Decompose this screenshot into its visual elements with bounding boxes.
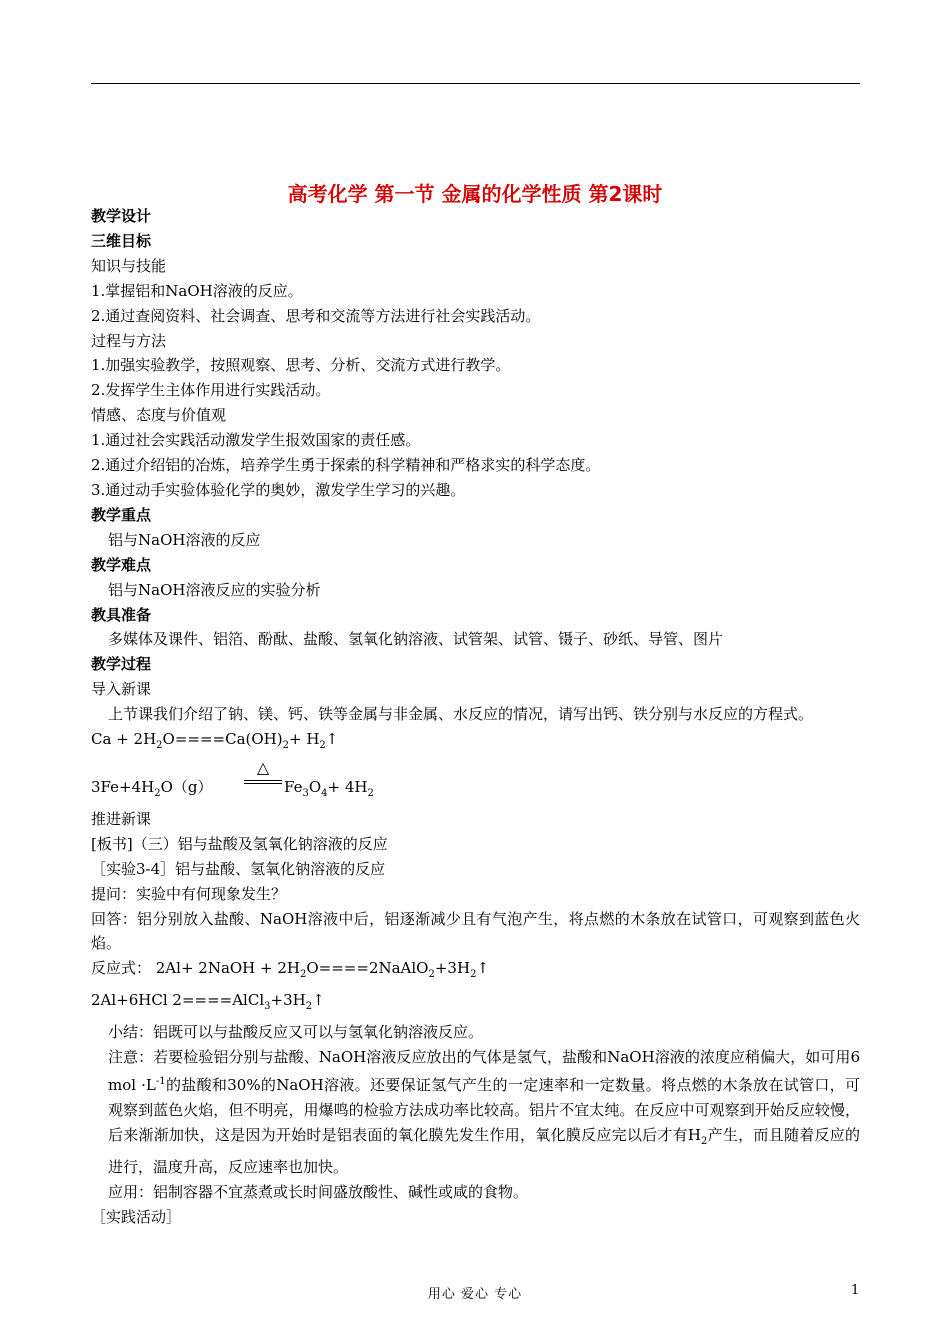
subheading-emotion: 情感、态度与价值观 xyxy=(91,406,227,425)
subheading-process: 过程与方法 xyxy=(91,331,167,350)
answer-text: 回答：铝分别放入盐酸、NaOH溶液中后，铝逐渐减少且有气泡产生，将点燃的木条放在试管口，可观察到蓝色火焰。 xyxy=(91,909,860,953)
subheading-intro: 导入新课 xyxy=(91,680,152,699)
emotion-item-1: 1.通过社会实践活动激发学生报效国家的责任感。 xyxy=(91,431,421,450)
page-footer: 用心 爱心 专心 xyxy=(427,1287,523,1302)
document-title: 高考化学 第一节 金属的化学性质 第2课时 xyxy=(287,182,663,206)
knowledge-item-2: 2.通过查阅资料、社会调查、思考和交流等方法进行社会实践活动。 xyxy=(91,306,541,325)
heading-difficulty: 教学难点 xyxy=(91,555,152,574)
heading-teaching-design: 教学设计 xyxy=(91,207,152,225)
process-item-2: 2.发挥学生主体作用进行实践活动。 xyxy=(91,381,331,400)
equation-iron-steam: $3Fe+4H_2O(g)$ △ $Fe_3O_4+ 4H_2$ xyxy=(91,757,374,799)
process-item-1: 1.加强实验教学，按照观察、思考、分析、交流方式进行教学。 xyxy=(91,356,511,375)
intro-text: 上节课我们介绍了钠、镁、钙、铁等金属与非金属、水反应的情况，请写出钙、铁分别与水反应的方程式。 xyxy=(108,705,814,724)
difficulty-text: 铝与NaOH溶液反应的实验分析 xyxy=(108,580,321,599)
page-number: 1 xyxy=(851,1283,860,1298)
heading-tools: 教具准备 xyxy=(91,605,152,624)
application-text: 应用：铝制容器不宜蒸煮或长时间盛放酸性、碱性或咸的食物。 xyxy=(108,1182,529,1201)
subheading-knowledge: 知识与技能 xyxy=(91,256,167,275)
heading-three-goals: 三维目标 xyxy=(91,231,152,250)
heating-condition-arrow xyxy=(244,759,282,784)
heat-triangle-icon: △ xyxy=(256,757,270,777)
practice-label: ［实践活动］ xyxy=(91,1207,182,1226)
emotion-item-3: 3.通过动手实验体验化学的奥妙，激发学生学习的兴趣。 xyxy=(91,480,466,499)
header-rule xyxy=(91,83,860,84)
question-text: 提问：实验中有何现象发生？ xyxy=(91,884,287,903)
heading-key-point: 教学重点 xyxy=(91,505,152,524)
board-note: [板书]（三）铝与盐酸及氢氧化钠溶液的反应 xyxy=(91,834,388,853)
equation-al-naoh: 反应式： 2Al+ 2NaOH + $2H_2O====2NaAlO_2+3H_2↑$ xyxy=(91,959,490,981)
heading-teaching-process: 教学过程 xyxy=(91,655,152,674)
emotion-item-2: 2.通过介绍铝的冶炼，培养学生勇于探索的科学精神和严格求实的科学态度。 xyxy=(91,456,601,475)
subheading-advance: 推进新课 xyxy=(91,809,152,828)
equation-al-hcl: 2Al+6HCl $2====AlCl_3+3H_2↑$ xyxy=(91,991,325,1013)
document-body xyxy=(91,204,860,1229)
summary-text: 小结：铝既可以与盐酸反应又可以与氢氧化钠溶液反应。 xyxy=(108,1023,484,1042)
tools-text: 多媒体及课件、铝箔、酚酞、盐酸、氢氧化钠溶液、试管架、试管、镊子、砂纸、导管、图片 xyxy=(108,630,724,649)
key-point-text: 铝与NaOH溶液的反应 xyxy=(108,530,261,549)
equation-calcium-water: $Ca + 2H_2O====Ca(OH)_2+$ $H_2↑$ xyxy=(91,730,339,752)
knowledge-item-1: 1.掌握铝和NaOH溶液的反应。 xyxy=(91,281,303,300)
experiment-label: ［实验3-4］铝与盐酸、氢氧化钠溶液的反应 xyxy=(91,859,386,878)
note-paragraph: 注意：若要检验铝分别与盐酸、NaOH溶液反应放出的气体是氢气，盐酸和NaOH溶液的浓度应稍偏大，如可用6 mol $\cdot L^{-1}$的盐酸和30%的NaOH溶液。还要保证氢气产生的一定速率和一定数量。将点燃的木条放在试管口，可观察到蓝色火焰，但不明亮，用爆鸣的检验方法成功率比较高。铝片不宜太纯。在反应中可观察到开始反应较慢，后来渐渐加快，这是因为开始时是铝表面的氧化膜先发生作用，氧化膜反应完以后才有$H_2$产生，而且随着反应的进行，温度升高，反应速率也加快。 xyxy=(108,1048,860,1176)
